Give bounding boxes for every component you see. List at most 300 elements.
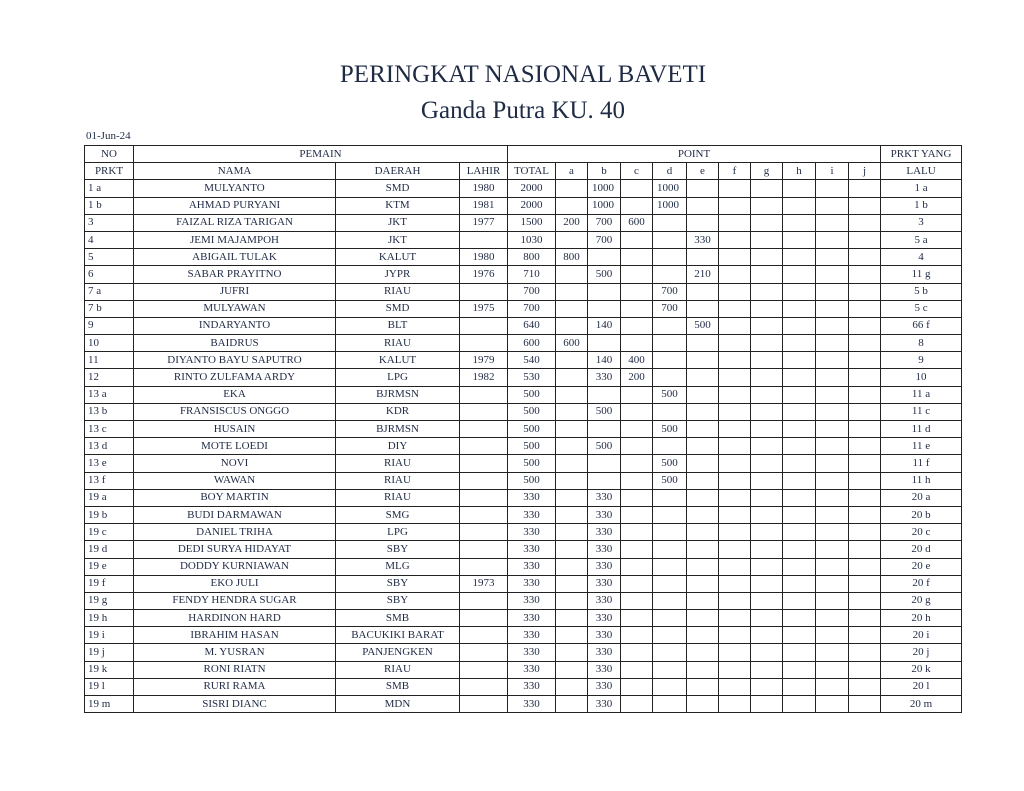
cell-h: [783, 678, 816, 695]
cell-j: [849, 472, 881, 489]
cell-a: [556, 369, 588, 386]
cell-a: [556, 489, 588, 506]
cell-lalu: 10: [881, 369, 962, 386]
cell-c: [621, 300, 653, 317]
cell-i: [816, 506, 849, 523]
cell-b: [588, 300, 621, 317]
cell-no: 6: [85, 266, 134, 283]
cell-daerah: BJRMSN: [336, 386, 460, 403]
cell-lalu: 20 l: [881, 678, 962, 695]
cell-j: [849, 249, 881, 266]
cell-total: 330: [508, 558, 556, 575]
cell-lahir: [460, 506, 508, 523]
cell-h: [783, 300, 816, 317]
cell-daerah: LPG: [336, 369, 460, 386]
table-row: [85, 266, 962, 283]
header-a: a: [556, 163, 588, 180]
cell-h: [783, 558, 816, 575]
cell-g: [751, 575, 783, 592]
cell-e: [687, 506, 719, 523]
cell-a: 600: [556, 335, 588, 352]
cell-lahir: [460, 455, 508, 472]
header-h: h: [783, 163, 816, 180]
cell-b: 700: [588, 231, 621, 248]
cell-b: 330: [588, 369, 621, 386]
cell-g: [751, 438, 783, 455]
cell-f: [719, 489, 751, 506]
cell-lalu: 20 k: [881, 661, 962, 678]
cell-g: [751, 421, 783, 438]
cell-total: 330: [508, 575, 556, 592]
cell-f: [719, 644, 751, 661]
cell-j: [849, 317, 881, 334]
cell-e: 210: [687, 266, 719, 283]
cell-no: 3: [85, 214, 134, 231]
cell-f: [719, 438, 751, 455]
cell-e: [687, 489, 719, 506]
cell-no: 12: [85, 369, 134, 386]
table-row: [85, 214, 962, 231]
cell-f: [719, 524, 751, 541]
cell-i: [816, 317, 849, 334]
cell-j: [849, 403, 881, 420]
cell-b: 140: [588, 352, 621, 369]
cell-e: [687, 541, 719, 558]
cell-daerah: MLG: [336, 558, 460, 575]
header-no: NO: [85, 146, 134, 163]
cell-j: [849, 610, 881, 627]
cell-c: [621, 335, 653, 352]
cell-h: [783, 180, 816, 197]
cell-daerah: RIAU: [336, 489, 460, 506]
cell-j: [849, 335, 881, 352]
cell-e: [687, 369, 719, 386]
cell-i: [816, 610, 849, 627]
cell-d: [653, 317, 687, 334]
cell-b: [588, 283, 621, 300]
cell-f: [719, 266, 751, 283]
cell-h: [783, 369, 816, 386]
table-row: [85, 678, 962, 695]
cell-lalu: 11 a: [881, 386, 962, 403]
cell-lalu: 20 j: [881, 644, 962, 661]
cell-daerah: SBY: [336, 592, 460, 609]
cell-no: 13 f: [85, 472, 134, 489]
cell-a: [556, 352, 588, 369]
table-row: [85, 627, 962, 644]
header-d: d: [653, 163, 687, 180]
cell-g: [751, 283, 783, 300]
cell-f: [719, 472, 751, 489]
cell-e: [687, 386, 719, 403]
cell-lalu: 11 h: [881, 472, 962, 489]
cell-i: [816, 575, 849, 592]
cell-g: [751, 592, 783, 609]
cell-lahir: [460, 231, 508, 248]
header-point: POINT: [508, 146, 881, 163]
cell-d: [653, 558, 687, 575]
cell-a: [556, 575, 588, 592]
cell-g: [751, 472, 783, 489]
cell-b: 140: [588, 317, 621, 334]
cell-h: [783, 266, 816, 283]
cell-b: 330: [588, 610, 621, 627]
cell-f: [719, 696, 751, 713]
cell-b: 330: [588, 506, 621, 523]
cell-nama: BUDI DARMAWAN: [134, 506, 336, 523]
cell-a: [556, 231, 588, 248]
cell-daerah: SMB: [336, 610, 460, 627]
cell-f: [719, 317, 751, 334]
cell-c: [621, 644, 653, 661]
cell-f: [719, 455, 751, 472]
cell-lahir: [460, 283, 508, 300]
cell-total: 330: [508, 489, 556, 506]
cell-lahir: 1980: [460, 249, 508, 266]
cell-b: [588, 335, 621, 352]
cell-j: [849, 300, 881, 317]
cell-a: 800: [556, 249, 588, 266]
cell-e: [687, 214, 719, 231]
cell-daerah: MDN: [336, 696, 460, 713]
cell-e: [687, 592, 719, 609]
cell-j: [849, 678, 881, 695]
cell-i: [816, 300, 849, 317]
cell-j: [849, 489, 881, 506]
cell-a: [556, 283, 588, 300]
cell-a: [556, 661, 588, 678]
table-row: [85, 506, 962, 523]
cell-a: [556, 558, 588, 575]
cell-e: [687, 180, 719, 197]
cell-g: [751, 627, 783, 644]
cell-a: [556, 180, 588, 197]
cell-lahir: [460, 661, 508, 678]
cell-total: 330: [508, 678, 556, 695]
cell-g: [751, 317, 783, 334]
cell-e: [687, 661, 719, 678]
cell-c: [621, 524, 653, 541]
cell-daerah: BJRMSN: [336, 421, 460, 438]
cell-d: [653, 627, 687, 644]
cell-h: [783, 592, 816, 609]
cell-i: [816, 627, 849, 644]
table-row: [85, 386, 962, 403]
cell-d: [653, 403, 687, 420]
cell-f: [719, 575, 751, 592]
cell-f: [719, 403, 751, 420]
cell-f: [719, 300, 751, 317]
cell-j: [849, 369, 881, 386]
header-row-top: [85, 146, 962, 163]
cell-lalu: 20 e: [881, 558, 962, 575]
cell-nama: BAIDRUS: [134, 335, 336, 352]
cell-nama: JUFRI: [134, 283, 336, 300]
cell-total: 330: [508, 661, 556, 678]
cell-lahir: 1975: [460, 300, 508, 317]
cell-h: [783, 627, 816, 644]
header-prkt-yang: PRKT YANG: [881, 146, 962, 163]
cell-d: [653, 592, 687, 609]
cell-h: [783, 317, 816, 334]
cell-h: [783, 214, 816, 231]
cell-g: [751, 455, 783, 472]
cell-lalu: 5 b: [881, 283, 962, 300]
cell-h: [783, 472, 816, 489]
cell-a: [556, 506, 588, 523]
cell-i: [816, 283, 849, 300]
cell-j: [849, 592, 881, 609]
table-row: [85, 300, 962, 317]
cell-nama: INDARYANTO: [134, 317, 336, 334]
cell-c: [621, 197, 653, 214]
table-body: [85, 180, 962, 713]
cell-d: [653, 489, 687, 506]
cell-h: [783, 661, 816, 678]
cell-h: [783, 352, 816, 369]
cell-d: [653, 438, 687, 455]
cell-lahir: [460, 678, 508, 695]
cell-total: 2000: [508, 180, 556, 197]
cell-j: [849, 455, 881, 472]
header-lalu: LALU: [881, 163, 962, 180]
cell-c: [621, 180, 653, 197]
cell-nama: SABAR PRAYITNO: [134, 266, 336, 283]
cell-no: 19 g: [85, 592, 134, 609]
cell-lalu: 5 c: [881, 300, 962, 317]
cell-d: [653, 610, 687, 627]
cell-total: 500: [508, 438, 556, 455]
cell-c: [621, 421, 653, 438]
cell-no: 19 k: [85, 661, 134, 678]
cell-h: [783, 455, 816, 472]
cell-nama: M. YUSRAN: [134, 644, 336, 661]
cell-a: [556, 696, 588, 713]
cell-d: 500: [653, 386, 687, 403]
cell-d: [653, 369, 687, 386]
table-row: [85, 283, 962, 300]
cell-no: 19 l: [85, 678, 134, 695]
cell-c: [621, 506, 653, 523]
cell-nama: MULYANTO: [134, 180, 336, 197]
cell-no: 19 h: [85, 610, 134, 627]
cell-lalu: 20 m: [881, 696, 962, 713]
table-row: [85, 197, 962, 214]
cell-lahir: [460, 472, 508, 489]
cell-j: [849, 214, 881, 231]
cell-lahir: [460, 386, 508, 403]
cell-daerah: RIAU: [336, 335, 460, 352]
cell-lahir: [460, 524, 508, 541]
cell-b: 330: [588, 627, 621, 644]
cell-h: [783, 438, 816, 455]
cell-nama: AHMAD PURYANI: [134, 197, 336, 214]
cell-c: [621, 386, 653, 403]
cell-d: [653, 678, 687, 695]
cell-total: 330: [508, 541, 556, 558]
cell-g: [751, 180, 783, 197]
cell-no: 13 b: [85, 403, 134, 420]
table-row: [85, 438, 962, 455]
cell-nama: JEMI MAJAMPOH: [134, 231, 336, 248]
cell-i: [816, 369, 849, 386]
cell-g: [751, 352, 783, 369]
cell-f: [719, 627, 751, 644]
cell-no: 13 d: [85, 438, 134, 455]
cell-i: [816, 386, 849, 403]
cell-lalu: 5 a: [881, 231, 962, 248]
cell-c: [621, 627, 653, 644]
cell-f: [719, 283, 751, 300]
document-subtitle: Ganda Putra KU. 40: [420, 97, 626, 124]
cell-a: 200: [556, 214, 588, 231]
cell-e: [687, 575, 719, 592]
cell-a: [556, 386, 588, 403]
cell-i: [816, 558, 849, 575]
header-daerah: DAERAH: [336, 163, 460, 180]
cell-no: 9: [85, 317, 134, 334]
cell-nama: BOY MARTIN: [134, 489, 336, 506]
cell-j: [849, 197, 881, 214]
cell-total: 1500: [508, 214, 556, 231]
cell-total: 640: [508, 317, 556, 334]
cell-no: 19 m: [85, 696, 134, 713]
cell-i: [816, 541, 849, 558]
cell-e: [687, 455, 719, 472]
table-row: [85, 610, 962, 627]
cell-daerah: JYPR: [336, 266, 460, 283]
cell-e: [687, 197, 719, 214]
cell-i: [816, 180, 849, 197]
header-pemain: PEMAIN: [134, 146, 508, 163]
cell-e: [687, 610, 719, 627]
cell-a: [556, 421, 588, 438]
cell-nama: RONI RIATN: [134, 661, 336, 678]
cell-j: [849, 558, 881, 575]
cell-h: [783, 575, 816, 592]
cell-no: 11: [85, 352, 134, 369]
cell-a: [556, 317, 588, 334]
cell-lahir: 1973: [460, 575, 508, 592]
cell-b: 330: [588, 696, 621, 713]
cell-nama: DANIEL TRIHA: [134, 524, 336, 541]
cell-total: 800: [508, 249, 556, 266]
cell-nama: WAWAN: [134, 472, 336, 489]
header-i: i: [816, 163, 849, 180]
cell-d: 500: [653, 455, 687, 472]
cell-h: [783, 231, 816, 248]
cell-h: [783, 610, 816, 627]
cell-b: 500: [588, 266, 621, 283]
cell-g: [751, 524, 783, 541]
cell-g: [751, 506, 783, 523]
cell-d: [653, 266, 687, 283]
cell-nama: NOVI: [134, 455, 336, 472]
cell-daerah: KDR: [336, 403, 460, 420]
cell-a: [556, 644, 588, 661]
cell-lalu: 9: [881, 352, 962, 369]
cell-lahir: [460, 335, 508, 352]
cell-f: [719, 214, 751, 231]
cell-total: 330: [508, 524, 556, 541]
table-row: [85, 352, 962, 369]
cell-b: 1000: [588, 197, 621, 214]
cell-e: [687, 438, 719, 455]
cell-g: [751, 386, 783, 403]
cell-i: [816, 455, 849, 472]
cell-no: 19 f: [85, 575, 134, 592]
cell-c: [621, 696, 653, 713]
cell-j: [849, 541, 881, 558]
cell-b: 330: [588, 575, 621, 592]
cell-c: 200: [621, 369, 653, 386]
cell-f: [719, 506, 751, 523]
cell-d: [653, 541, 687, 558]
cell-lalu: 3: [881, 214, 962, 231]
cell-lalu: 20 c: [881, 524, 962, 541]
table-row: [85, 472, 962, 489]
cell-no: 19 c: [85, 524, 134, 541]
cell-c: 600: [621, 214, 653, 231]
cell-f: [719, 197, 751, 214]
cell-c: [621, 266, 653, 283]
cell-e: [687, 472, 719, 489]
cell-c: [621, 231, 653, 248]
header-c: c: [621, 163, 653, 180]
cell-total: 330: [508, 644, 556, 661]
header-lahir: LAHIR: [460, 163, 508, 180]
cell-i: [816, 197, 849, 214]
cell-no: 1 a: [85, 180, 134, 197]
cell-e: [687, 403, 719, 420]
cell-nama: FAIZAL RIZA TARIGAN: [134, 214, 336, 231]
cell-j: [849, 696, 881, 713]
cell-g: [751, 541, 783, 558]
table-row: [85, 558, 962, 575]
cell-i: [816, 249, 849, 266]
cell-i: [816, 644, 849, 661]
cell-h: [783, 335, 816, 352]
cell-b: [588, 386, 621, 403]
table-row: [85, 541, 962, 558]
header-nama: NAMA: [134, 163, 336, 180]
cell-g: [751, 678, 783, 695]
cell-h: [783, 386, 816, 403]
cell-lalu: 1 b: [881, 197, 962, 214]
cell-total: 1030: [508, 231, 556, 248]
cell-c: [621, 438, 653, 455]
cell-e: 330: [687, 231, 719, 248]
table-row: [85, 524, 962, 541]
cell-c: [621, 575, 653, 592]
cell-h: [783, 197, 816, 214]
cell-lalu: 20 g: [881, 592, 962, 609]
cell-i: [816, 335, 849, 352]
cell-lahir: [460, 592, 508, 609]
cell-e: [687, 644, 719, 661]
table-row: [85, 489, 962, 506]
cell-e: [687, 558, 719, 575]
document-date: 01-Jun-24: [86, 130, 131, 142]
cell-b: 330: [588, 541, 621, 558]
cell-h: [783, 489, 816, 506]
cell-lalu: 20 i: [881, 627, 962, 644]
cell-e: [687, 249, 719, 266]
table-row: [85, 180, 962, 197]
cell-j: [849, 524, 881, 541]
cell-d: [653, 231, 687, 248]
table-row: [85, 575, 962, 592]
